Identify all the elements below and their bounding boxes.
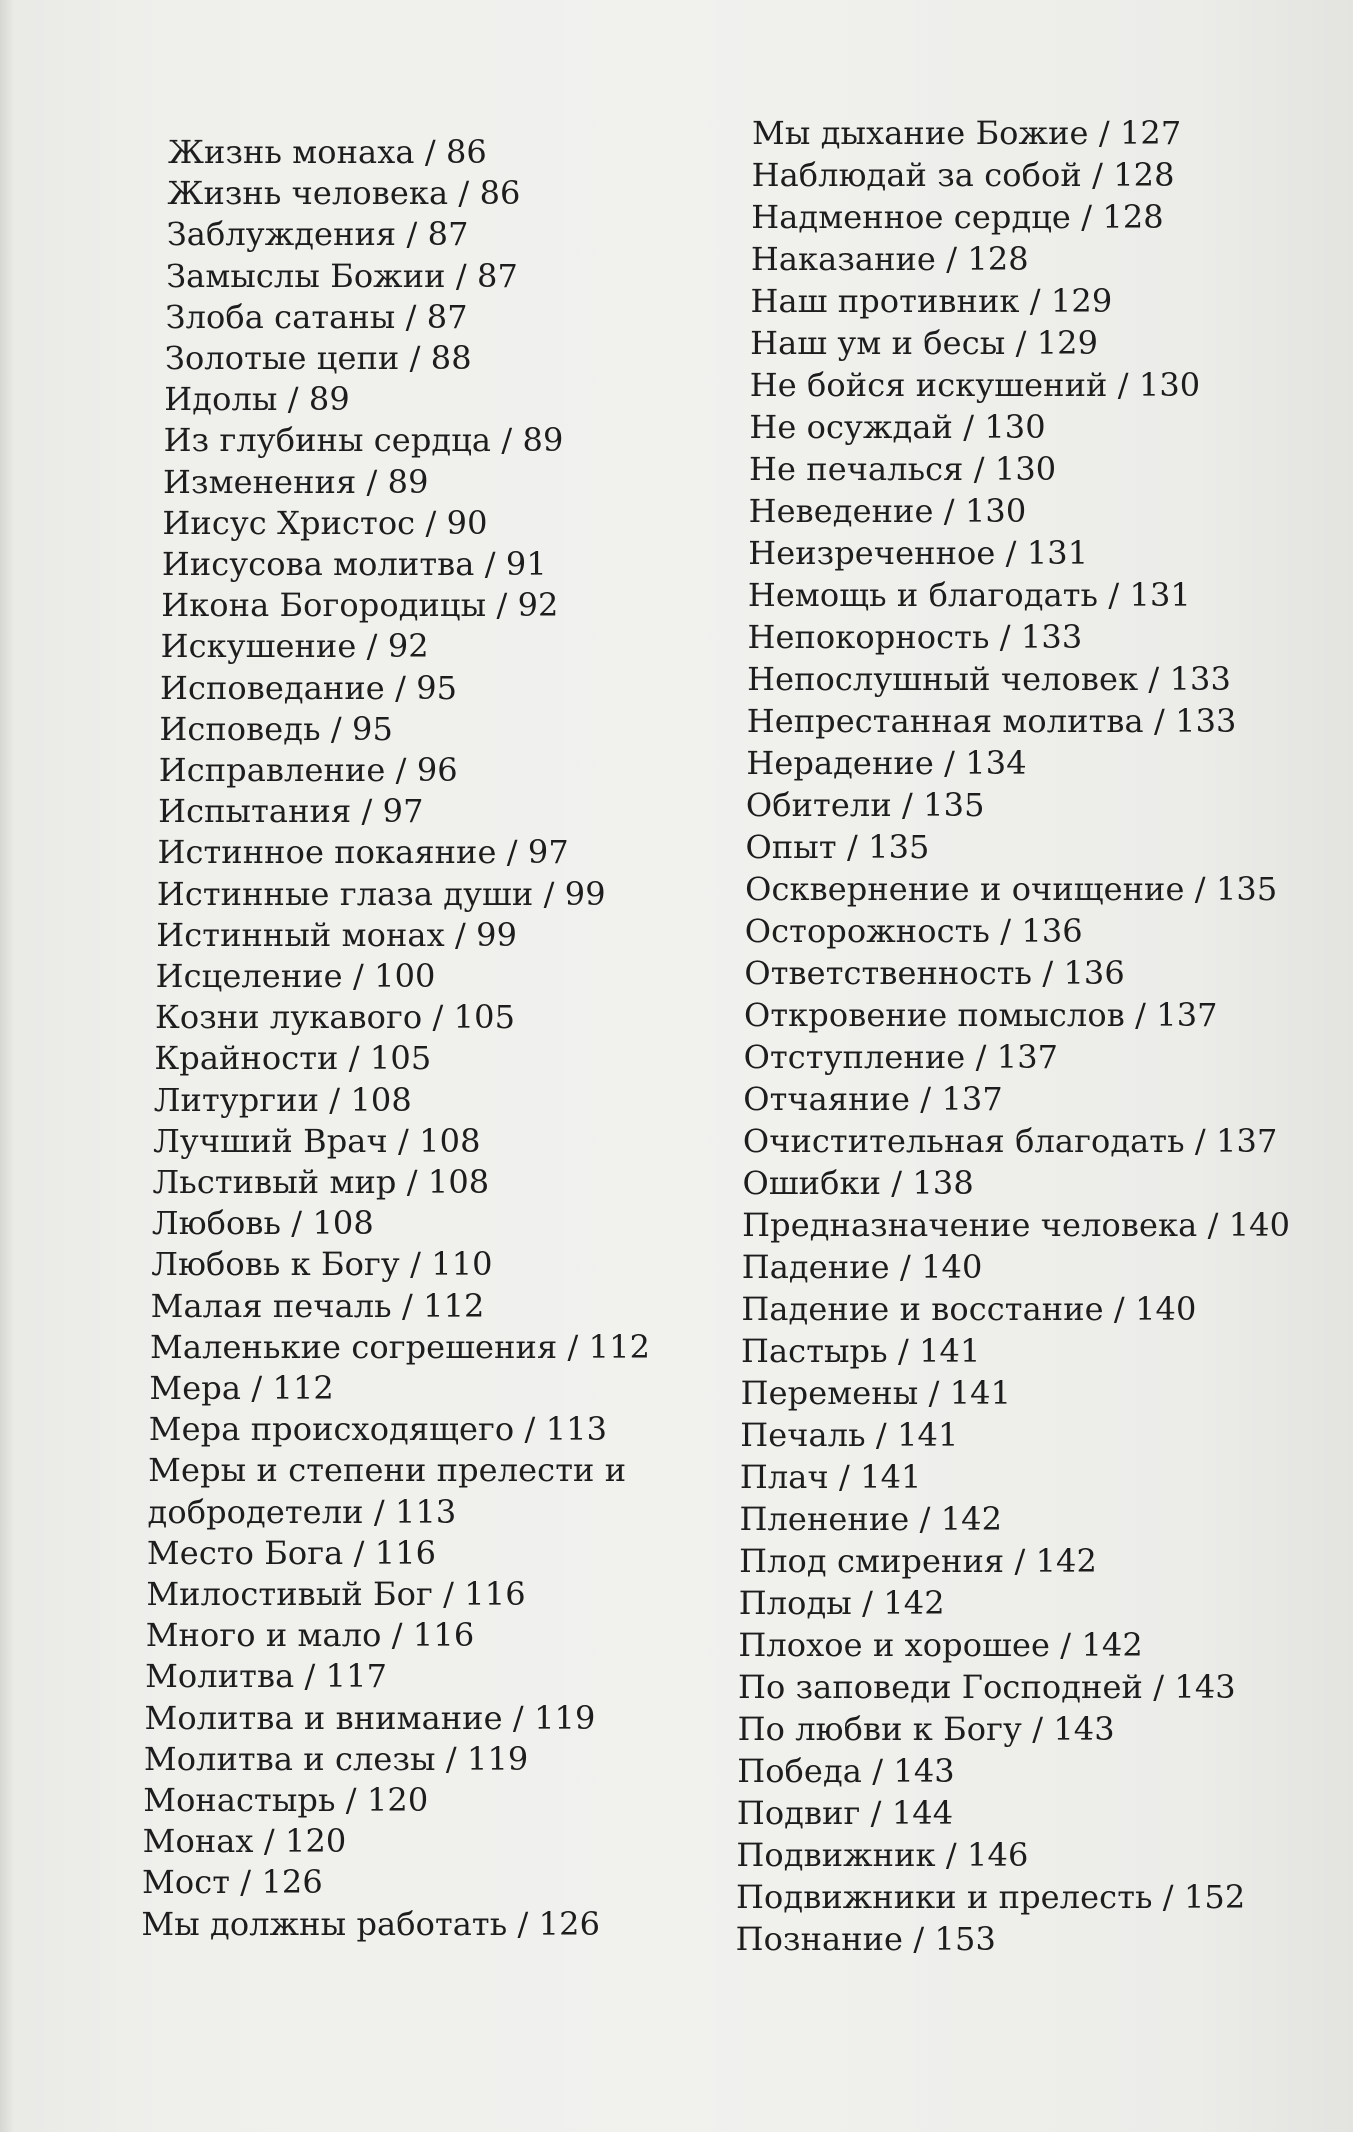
index-entry: добродетели / 113: [147, 1492, 457, 1531]
index-entry: Икона Богородицы / 92: [161, 586, 559, 625]
index-entry: Наказание / 128: [750, 240, 1029, 278]
index-entry: Наш ум и бесы / 129: [750, 324, 1099, 362]
index-entry: Подвижники и прелесть / 152: [736, 1878, 1246, 1916]
page-edge-shadow: [0, 0, 14, 2132]
index-entry: Исповедь / 95: [159, 709, 393, 748]
index-entry: Истинные глаза души / 99: [156, 874, 606, 913]
index-entry: Мост / 126: [141, 1863, 323, 1902]
index-entry: Исцеление / 100: [155, 957, 436, 995]
index-entry: Иисусова молитва / 91: [161, 545, 547, 583]
index-entry: Изменения / 89: [163, 462, 429, 501]
index-entry: Молитва и внимание / 119: [144, 1698, 596, 1737]
index-entry: По любви к Богу / 143: [737, 1710, 1115, 1748]
index-entry: Победа / 143: [737, 1752, 955, 1790]
index-entry: Плод смирения / 142: [739, 1542, 1097, 1580]
index-entry: Литургии / 108: [153, 1080, 412, 1119]
index-entry: Истинный монах / 99: [156, 915, 518, 954]
index-entry: Идолы / 89: [164, 380, 350, 419]
index-entry: Любовь / 108: [151, 1204, 374, 1243]
index-entry: Осквернение и очищение / 135: [745, 870, 1278, 908]
index-entry: Пленение / 142: [739, 1500, 1003, 1538]
index-entry: Истинное покаяние / 97: [157, 833, 569, 872]
index-entry: Отступление / 137: [743, 1038, 1059, 1076]
index-entry: Исправление / 96: [158, 751, 458, 789]
index-entry: Непослушный человек / 133: [747, 660, 1231, 698]
index-entry: Осторожность / 136: [744, 912, 1083, 950]
index-entry: Подвижник / 146: [736, 1836, 1029, 1874]
index-entry: Злоба сатаны / 87: [165, 297, 468, 336]
index-entry: Не бойся искушений / 130: [749, 366, 1201, 404]
index-entry: Козни лукавого / 105: [154, 998, 516, 1037]
index-entry: Испытания / 97: [158, 792, 424, 831]
index-entry: Перемены / 141: [740, 1374, 1012, 1412]
index-entry: Падение и восстание / 140: [741, 1290, 1197, 1328]
index-entry: Непокорность / 133: [747, 618, 1083, 656]
index-entry: Нерадение / 134: [746, 744, 1027, 782]
index-entry: По заповеди Господней / 143: [737, 1668, 1236, 1706]
index-entry: Плач / 141: [739, 1458, 922, 1496]
index-entry: Надменное сердце / 128: [751, 198, 1164, 236]
index-entry: Опыт / 135: [745, 828, 930, 866]
index-entry: Исповедание / 95: [159, 668, 458, 707]
index-entry: Наблюдай за собой / 128: [751, 156, 1175, 194]
index-entry: Очистительная благодать / 137: [742, 1122, 1278, 1160]
index-entry: Много и мало / 116: [145, 1616, 475, 1655]
index-entry: Искушение / 92: [160, 627, 429, 666]
index-column-right: [735, 113, 1332, 1993]
index-entry: Монах / 120: [142, 1822, 347, 1861]
index-column-left: [141, 132, 768, 1972]
index-entry: Неизреченное / 131: [748, 534, 1089, 572]
index-entry: Любовь к Богу / 110: [151, 1245, 493, 1284]
index-entry: Наш противник / 129: [750, 282, 1113, 320]
index-entry: Иисус Христос / 90: [162, 503, 488, 542]
index-entry: Молитва и слезы / 119: [143, 1739, 529, 1778]
index-entry: Не осуждай / 130: [749, 408, 1046, 446]
index-entry: Не печалься / 130: [748, 450, 1057, 488]
index-entry: Отчаяние / 137: [743, 1080, 1003, 1118]
index-entry: Мера / 112: [149, 1369, 334, 1407]
index-entry: Золотые цепи / 88: [164, 339, 472, 377]
index-entry: Мы должны работать / 126: [141, 1904, 601, 1943]
index-entry: Маленькие согрешения / 112: [150, 1327, 651, 1366]
index-entry: Милостивый Бог / 116: [146, 1575, 526, 1613]
index-entry: Откровение помыслов / 137: [744, 996, 1218, 1034]
index-entry: Малая печаль / 112: [150, 1286, 485, 1325]
index-entry: Жизнь монаха / 86: [168, 133, 487, 171]
index-entry: Печаль / 141: [740, 1416, 959, 1454]
index-entry: Заблуждения / 87: [166, 215, 469, 254]
index-entry: Мы дыхание Божие / 127: [752, 114, 1182, 152]
index-entry: Плоды / 142: [738, 1584, 945, 1622]
index-entry: Замыслы Божии / 87: [166, 256, 518, 295]
index-entry: Пастырь / 141: [740, 1332, 981, 1370]
index-entry: Ошибки / 138: [742, 1164, 974, 1202]
index-entry: Молитва / 117: [145, 1657, 388, 1696]
index-entry: Льстивый мир / 108: [152, 1163, 490, 1201]
index-entry: Падение / 140: [741, 1248, 983, 1286]
index-entry: Познание / 153: [735, 1920, 996, 1958]
index-entry: Неведение / 130: [748, 492, 1027, 530]
index-entry: Ответственность / 136: [744, 954, 1125, 992]
index-entry: Крайности / 105: [154, 1039, 432, 1078]
index-entry: Меры и степени прелести и: [148, 1451, 627, 1490]
index-entry: Непрестанная молитва / 133: [746, 702, 1237, 740]
index-entry: Из глубины сердца / 89: [163, 421, 564, 460]
index-entry: Плохое и хорошее / 142: [738, 1626, 1143, 1664]
index-entry: Немощь и благодать / 131: [747, 576, 1191, 614]
index-entry: Монастырь / 120: [143, 1781, 429, 1819]
index-entry: Место Бога / 116: [146, 1533, 437, 1572]
index-entry: Обители / 135: [745, 786, 985, 824]
index-entry: Жизнь человека / 86: [167, 174, 521, 213]
index-entry: Лучший Врач / 108: [153, 1121, 481, 1160]
index-entry: Предназначение человека / 140: [742, 1206, 1291, 1244]
index-entry: Мера происходящего / 113: [148, 1410, 608, 1449]
index-entry: Подвиг / 144: [736, 1794, 954, 1832]
